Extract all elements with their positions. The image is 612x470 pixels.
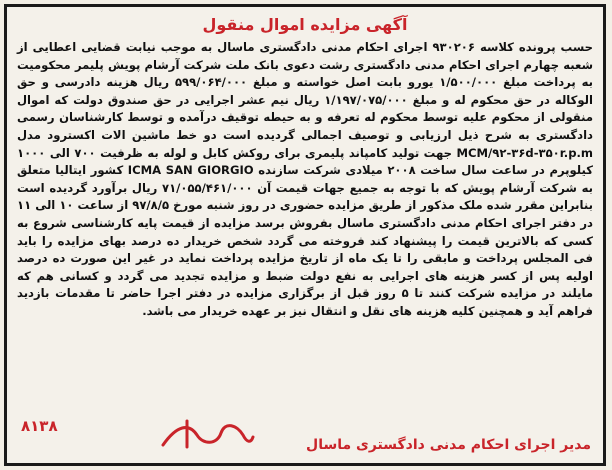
handwritten-number	[157, 415, 257, 453]
notice-title: آگهی مزایده اموال منقول	[202, 15, 408, 34]
notice-frame	[4, 4, 606, 466]
signature: مدیر اجرای احکام مدنی دادگستری ماسال	[306, 437, 591, 453]
notice-body: حسب پرونده کلاسه ۹۳۰۲۰۶ اجرای احکام مدنی دادگستری ماسال به موجب نیابت قضایی اعطایی از شعبه چهارم اجرای احکام مدنی دادگستری رشت دعوی بانک ملت شرکت آرشام پویش پلیمر محکومیت به پرداخت مبلغ ۱/۵۰۰/۰۰۰ یورو بابت اصل خواسته و مبلغ ۵۹۹/۰۶۴/۰۰۰ ریال هزینه دادرسی و حق الوکاله در حق محکوم له و مبلغ ۱/۱۹۷/۰۷۵/۰۰۰ ریال نیم عشر اجرایی در حق صندوق دولت که اموال منقولی از محکوم علیه توسط محکوم له تعرفه و به حیطه توقیف درآمده و توسط کارشناسان رسمی دادگستری به شرح ذیل ارزیابی و توصیف اجمالی گردیده است دو خط ماشین الات اکسترود مدل MCM/۹۲-۳۶d-۳۵۰r.p.m جهت تولید کامپاند پلیمری برای روکش کابل و لوله به ظرفیت ۷۰۰ الی ۱۰۰۰ کیلوپرم در ساعت سال ساخت ۲۰۰۸ میلادی شرکت سازنده ICMA SAN GIORGIO کشور ایتالیا متعلق به شرکت آرشام پویش که با توجه به جمیع جهات قیمت آن ۷۱/۰۵۵/۴۶۱/۰۰۰ ریال برآورد گردیده است بنابراین مقرر شده ملک مذکور از طریق مزایده حضوری در روز شنبه مورخ ۹۷/۸/۵ از ساعت ۱۰ الی ۱۱ در دفتر اجرای احکام مدنی دادگستری ماسال بفروش برسد مزایده از قیمت پایه کارشناسی شروع به کسی که بالاترین قیمت را پیشنهاد کند فروخته می گردد شخص خریدار ده درصد بهای مزایده را باید فی المجلس پرداخت و مابقی را تا یک ماه از تاریخ مزایده پرداخت نماید در غیر این صورت ده درصد اولیه پس از کسر هزینه های اجرایی به نفع دولت ضبط و مزایده تجدید می گردد و کسانی هم که مایلند در مزایده شرکت کنند تا ۵ روز قبل از برگزاری مزایده در دفتر اجرا حاضر تا مقدمات بازدید فراهم آید و همچنین کلیه هزینه های نقل و انتقال نیز بر عهده خریدار می باشد.	[17, 40, 594, 318]
notice-code: ۸۱۳۸	[21, 417, 58, 435]
